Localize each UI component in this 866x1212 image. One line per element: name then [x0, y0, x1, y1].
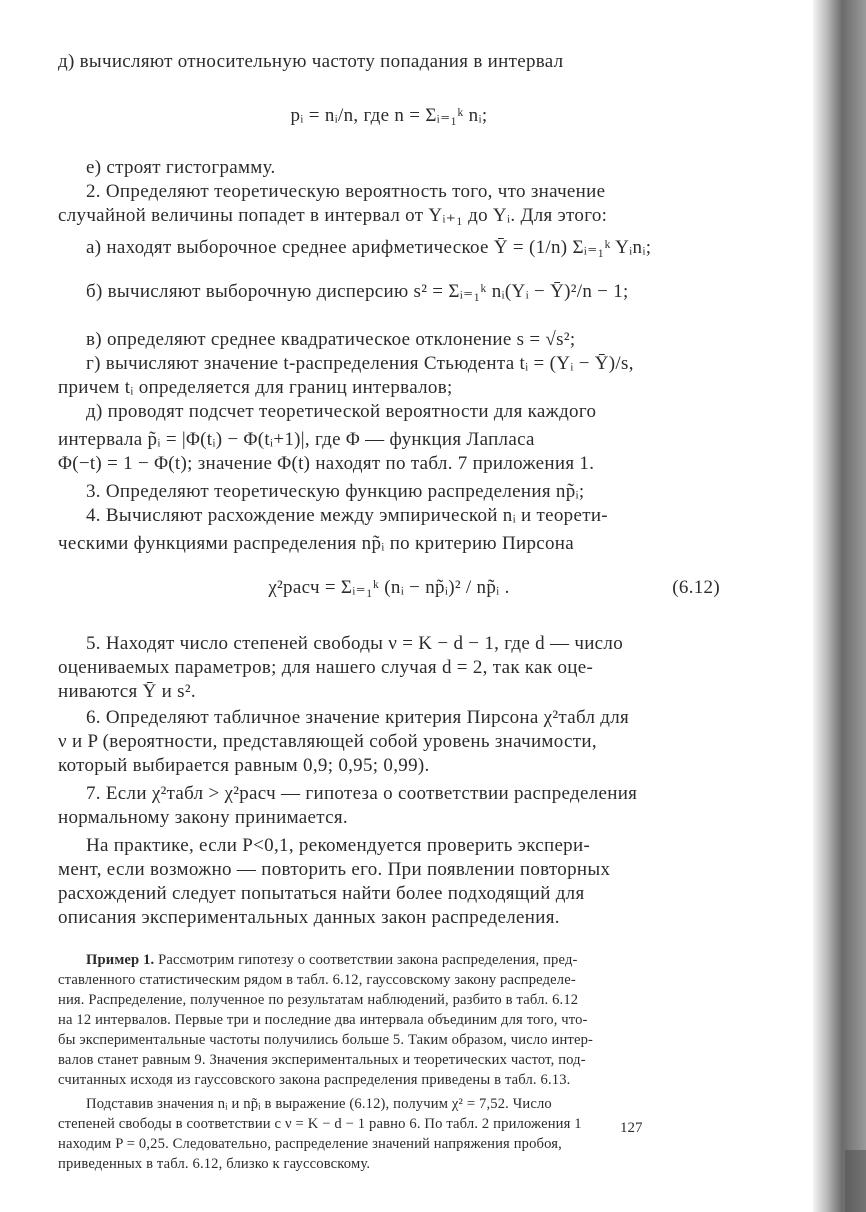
text-line: оцениваемых параметров; для нашего случая d = 2, так как оце- — [58, 657, 594, 678]
text-line: нормальному закону принимается. — [58, 807, 348, 828]
text-line: Φ(−t) = 1 − Φ(t); значение Φ(t) находят по табл. 7 приложения 1. — [58, 453, 595, 474]
text-line: На практике, если P<0,1, рекомендуется проверить экспери- — [86, 835, 591, 856]
example-line: ставленного статистическим рядом в табл. 6.12, гауссовскому закону распределе- — [58, 972, 576, 988]
example-text: Рассмотрим гипотезу о соответствии закона распределения, пред- — [154, 952, 578, 968]
text-line: 6. Определяют табличное значение критерия Пирсона χ²табл для — [86, 707, 630, 728]
text-line: д) проводят подсчет теоретической вероятности для каждого — [86, 401, 597, 422]
formula-mean: а) находят выборочное среднее арифметическое Ȳ = (1/n) Σᵢ₌₁ᵏ Yᵢnᵢ; — [86, 237, 652, 258]
example-line: степеней свободы в соответствии с ν = K − d − 1 равно 6. По табл. 2 приложения 1 — [58, 1116, 582, 1132]
text-line: е) строят гистограмму. — [86, 157, 276, 178]
text-line: ческими функциями распределения np̃ᵢ по критерию Пирсона — [58, 533, 574, 554]
formula-variance: б) вычисляют выборочную дисперсию s² = Σᵢ₌₁ᵏ nᵢ(Yᵢ − Ȳ)²/n − 1; — [86, 281, 629, 302]
text-line: 2. Определяют теоретическую вероятность того, что значение — [86, 181, 606, 202]
text-line: мент, если возможно — повторить его. При появлении повторных — [58, 859, 611, 880]
example-line: бы экспериментальные частоты получились больше 5. Таким образом, число интер- — [58, 1032, 594, 1048]
text-line: 5. Находят число степеней свободы ν = K − d − 1, где d — число — [86, 633, 623, 654]
text-line: ниваются Ȳ и s². — [58, 681, 196, 702]
formula-laplace: интервала p̃ᵢ = |Φ(tᵢ) − Φ(tᵢ+1)|, где Φ — функция Лапласа — [58, 429, 535, 450]
scan-corner-shadow — [845, 1150, 866, 1212]
example-line: Подставив значения nᵢ и np̃ᵢ в выражение (6.12), получим χ² = 7,52. Число — [86, 1096, 552, 1112]
formula-std: в) определяют среднее квадратическое отклонение s = √s²; — [86, 329, 576, 350]
text-line: описания экспериментальных данных закон распределения. — [58, 907, 560, 928]
equation-number: (6.12) — [672, 577, 720, 598]
formula-student: г) вычисляют значение t-распределения Стьюдента tᵢ = (Yᵢ − Ȳ)/s, — [86, 353, 634, 374]
text-line: 4. Вычисляют расхождение между эмпирической nᵢ и теорети- — [86, 505, 608, 526]
text-line: который выбирается равным 0,9; 0,95; 0,99). — [58, 755, 430, 776]
formula-pearson-body: χ²расч = Σᵢ₌₁ᵏ (nᵢ − np̃ᵢ)² / np̃ᵢ . — [268, 577, 510, 598]
example-line: приведенных в табл. 6.12, близко к гауссовскому. — [58, 1156, 371, 1172]
formula-pearson — [58, 576, 720, 600]
text-line: 7. Если χ²табл > χ²расч — гипотеза о соответствии распределения — [86, 783, 638, 804]
scan-edge-shadow — [813, 0, 866, 1212]
formula-relative-frequency: pᵢ = nᵢ/n, где n = Σᵢ₌₁ᵏ nᵢ; — [290, 105, 488, 126]
example-line: на 12 интервалов. Первые три и последние два интервала объединим для того, что- — [58, 1012, 588, 1028]
example-label: Пример 1. — [86, 952, 155, 968]
text-line: расхождений следует попытаться найти более подходящий для — [58, 883, 585, 904]
text-line: случайной величины попадет в интервал от Yᵢ₊₁ до Yᵢ. Для этого: — [58, 205, 608, 226]
example-line: валов станет равным 9. Значения экспериментальных и теоретических частот, под- — [58, 1052, 586, 1068]
page-number: 127 — [620, 1120, 643, 1136]
text-line: ν и P (вероятности, представляющей собой уровень значимости, — [58, 731, 597, 752]
text-line: д) вычисляют относительную частоту попадания в интервал — [58, 51, 564, 72]
example-line: считанных исходя из гауссовского закона распределения приведены в табл. 6.13. — [58, 1072, 571, 1088]
example-line: находим P = 0,25. Следовательно, распределение значений напряжения пробоя, — [58, 1136, 562, 1152]
text-line: 3. Определяют теоретическую функцию распределения np̃ᵢ; — [86, 481, 585, 502]
example-line: ния. Распределение, полученное по результатам наблюдений, разбито в табл. 6.12 — [58, 992, 579, 1008]
text-line: причем tᵢ определяется для границ интервалов; — [58, 377, 453, 398]
example-line — [58, 950, 720, 970]
